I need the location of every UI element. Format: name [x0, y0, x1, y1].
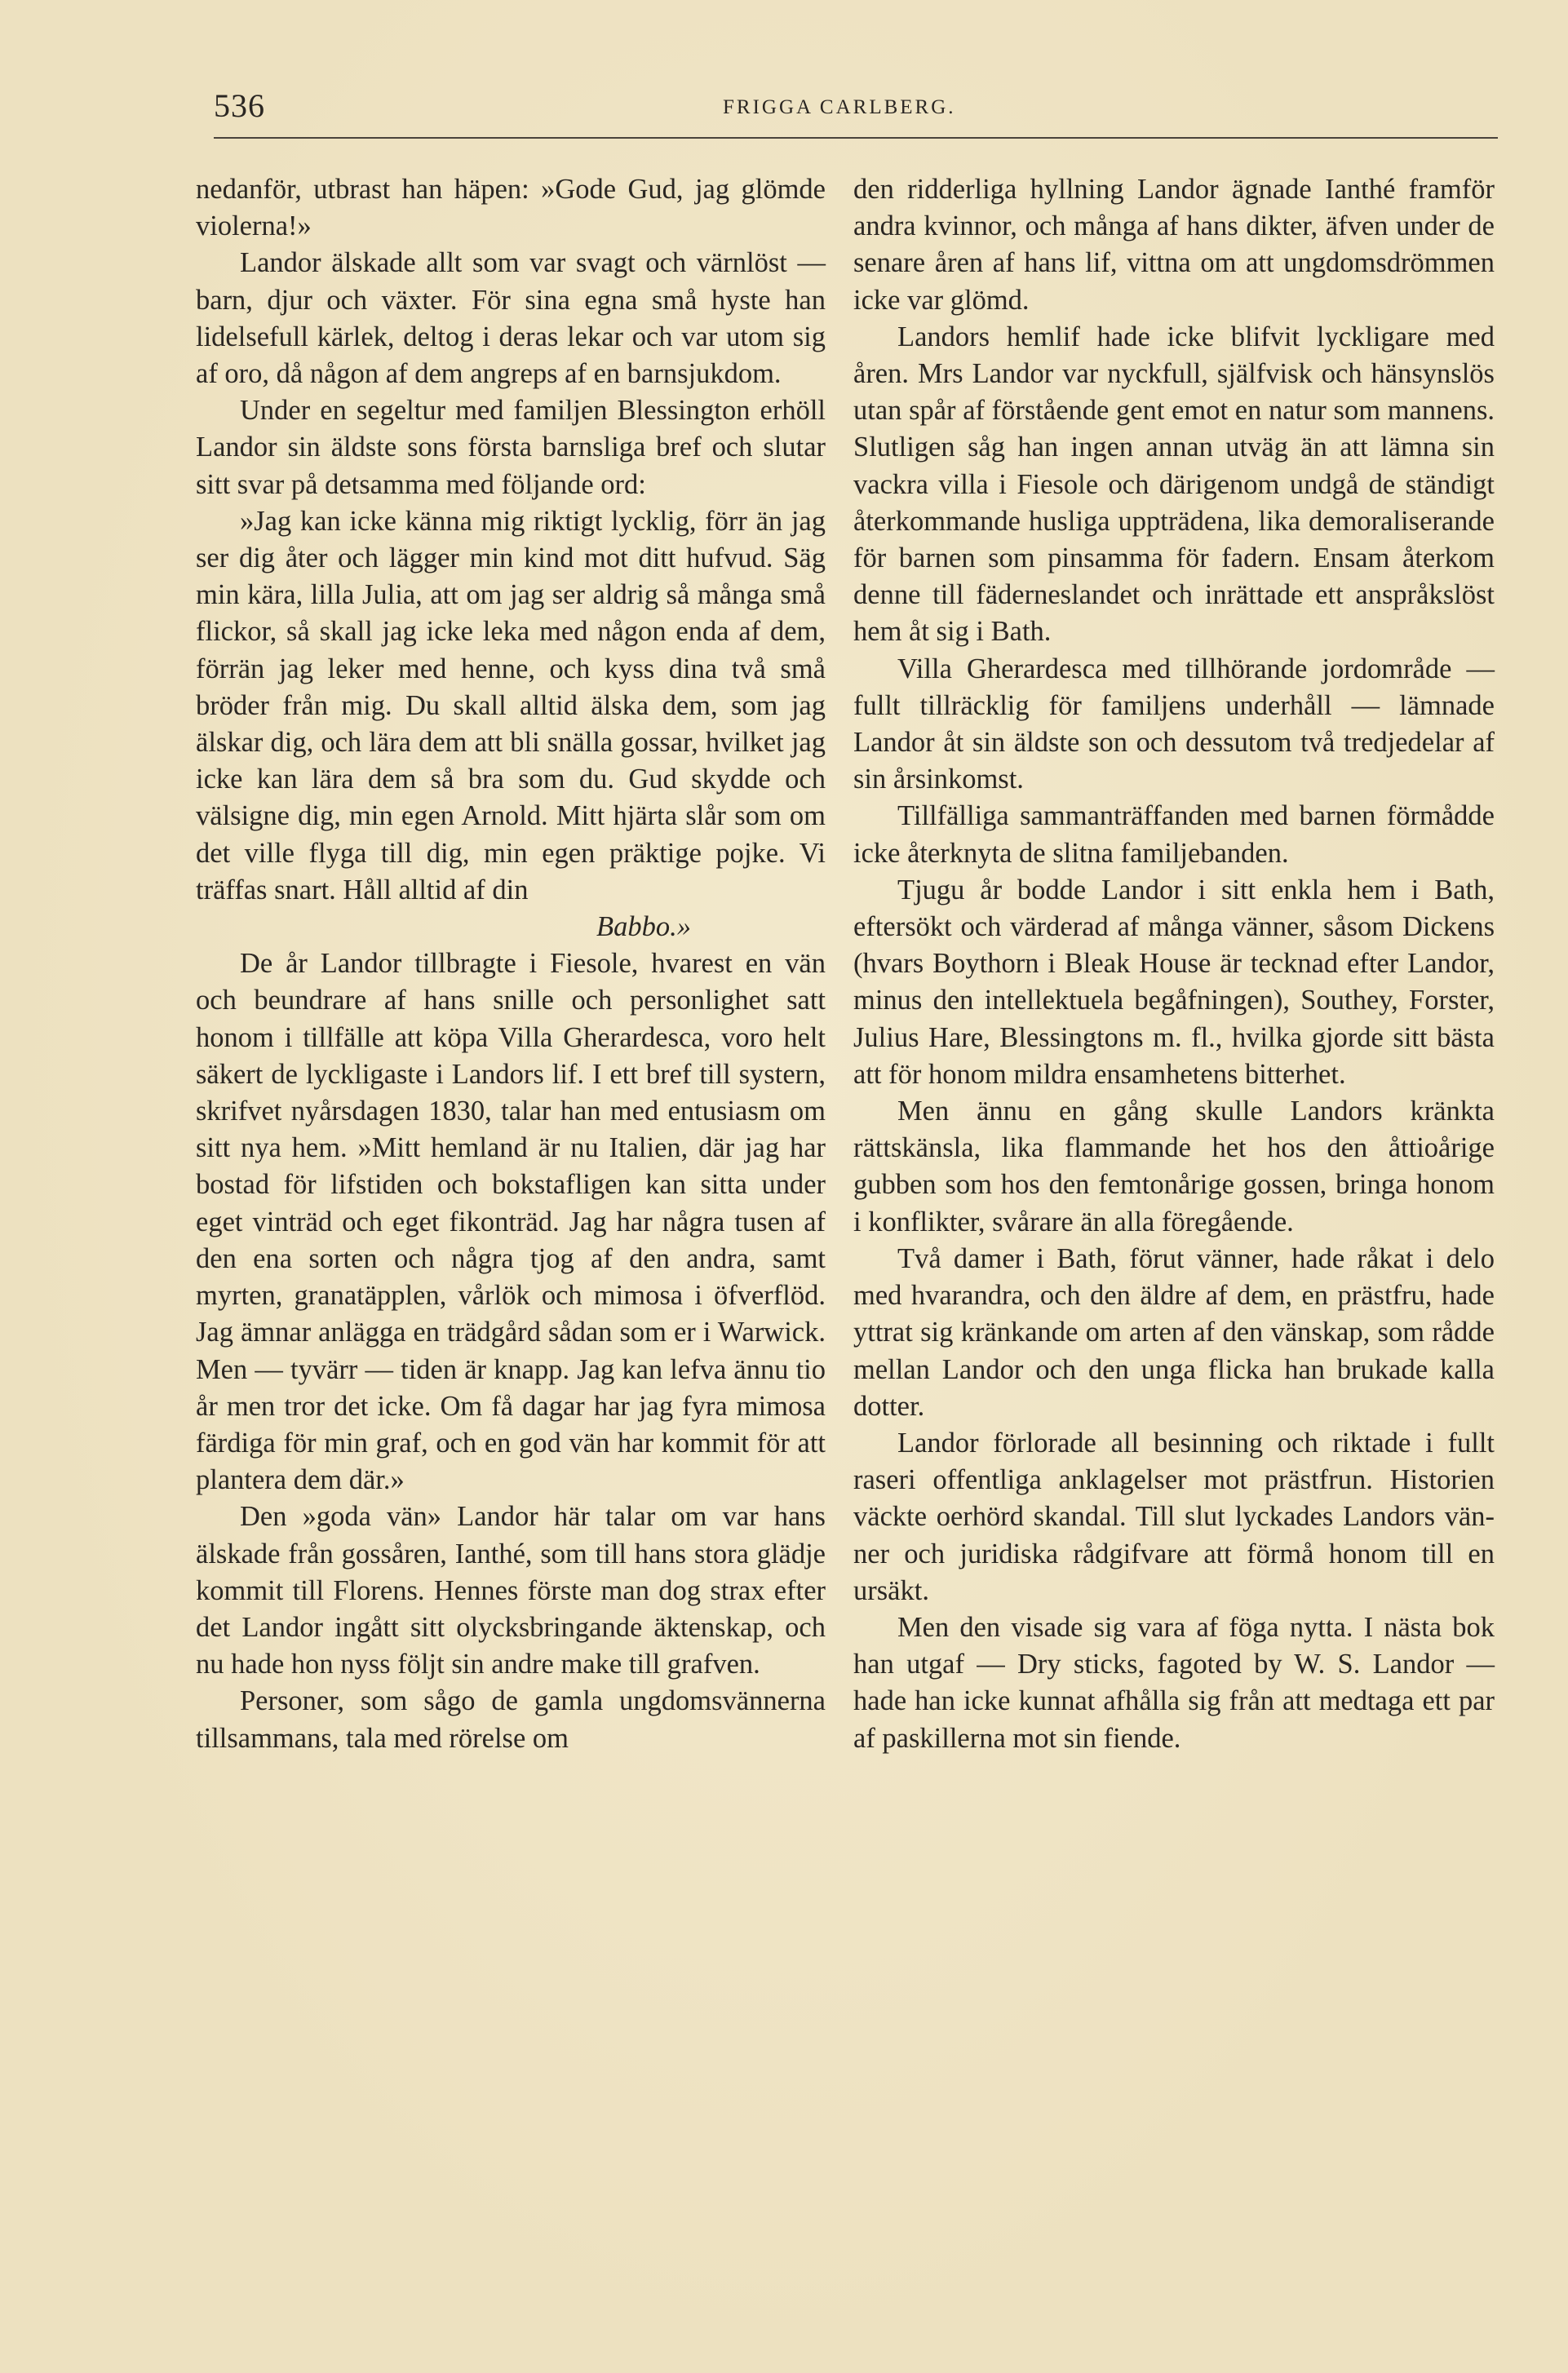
paragraph: Två damer i Bath, förut vänner, hade råkat i delo med hvarandra, och den äldre af dem, en prästfru, hade yttrat sig kränkande om arten af den vänskap, som rådde mellan Landor och den unga flicka han brukade kalla dotter.	[853, 1242, 1495, 1422]
paragraph: Personer, som sågo de gamla ungdomsvännerna tillsammans, tala med rörelse om	[196, 1685, 826, 1754]
header-rule	[214, 137, 1498, 139]
running-head: FRIGGA CARLBERG.	[723, 96, 956, 118]
paragraph: Tjugu år bodde Landor i sitt enkla hem i Bath, eftersökt och värderad af många vänner, såsom Dickens (hvars Boythorn i Bleak House är tecknad efter Landor, minus den intellektuela begåfningen), Southey, Forster, Julius Hare, Blessingtons m. fl., hvilka gjorde sitt bästa att för honom mildra ensamhetens bitterhet.	[853, 874, 1495, 1090]
paragraph: nedanför, utbrast han häpen: »Gode Gud, jag glömde violerna!»	[196, 174, 826, 242]
paragraph: Men ännu en gång skulle Landors kränkta rättskänsla, lika flammande het hos den åttioårige gubben som hos den femtonårige gossen, bringa honom i konflikter, svårare än alla föregående.	[853, 1096, 1495, 1237]
letter-signature: Babbo.»	[596, 911, 691, 943]
paragraph: De år Landor tillbragte i Fiesole, hvarest en vän och beundrare af hans snille och personlighet satt honom i tillfälle att köpa Villa Gherardesca, voro helt säkert de lyckligaste i Landors lif. I ett bref till systern, skrifvet nyårsdagen 1830, talar han med entusiasm om sitt nya hem. »Mitt hemland är nu Italien, där jag har bostad för lifstiden och bokstafligen kan sitta under eget vinträd och eget fikonträd. Jag har några tusen af den ena sorten och några tjog af den andra, samt myrten, granatäpplen, vårlök och mimosa i öfverflöd. Jag ämnar anlägga en trädgård sådan som er i Warwick. Men — tyvärr — tiden är knapp. Jag kan lefva ännu tio år men tror det icke. Om få dagar har jag fyra mimosa färdiga för min graf, och en god vän har kommit för att plantera dem där.»	[196, 948, 826, 1496]
paragraph: Men den visade sig vara af föga nytta. I nästa bok han utgaf — Dry sticks, fagoted by W. S. Landor — hade han icke kunnat afhålla sig från att medtaga ett par af paskillerna mot sin fiende.	[853, 1611, 1495, 1754]
left-column	[196, 171, 826, 1757]
paragraph: den ridderliga hyllning Landor ägnade Ianthé framför andra kvinnor, och många af hans dikter, äfven under de senare åren af hans lif, vittna om att ungdomsdrömmen icke var glömd.	[853, 174, 1495, 316]
page-header	[0, 82, 1568, 131]
paragraph: Under en segeltur med familjen Blessington erhöll Landor sin äldste sons första barnsliga bref och slutar sitt svar på detsamma med följande ord:	[196, 395, 826, 500]
page-number: 536	[214, 87, 265, 124]
paragraph: Landor förlorade all besinning och riktade i fullt raseri offentliga anklagelser mot prästfrun. Historien väckte oerhörd skandal. Till slut lyckades Landors vänner och juridiska rådgifvare att förmå honom till en ursäkt.	[853, 1427, 1495, 1606]
right-column	[853, 171, 1495, 1757]
paragraph: Villa Gherardesca med tillhörande jordområde — fullt tillräcklig för familjens underhåll — lämnade Landor åt sin äldste son och dessutom två tredjedelar af sin årsinkomst.	[853, 653, 1495, 795]
paragraph: Tillfälliga sammanträffanden med barnen förmådde icke återknyta de slitna familjebanden.	[853, 800, 1495, 869]
paragraph: Den »goda vän» Landor här talar om var hans älskade från gossåren, Ianthé, som till hans stora glädje kommit till Florens. Hennes förste man dog strax efter det Landor ingått sitt olycksbringande äktenskap, och nu hade hon nyss följt sin andre make till grafven.	[196, 1501, 826, 1680]
paragraph: »Jag kan icke känna mig riktigt lycklig, förr än jag ser dig åter och lägger min kind mot ditt hufvud. Säg min kära, lilla Julia, att om jag ser aldrig så många små flickor, så skall jag icke leka med någon enda af dem, förrän jag leker med henne, och kyss dina två små bröder från mig. Du skall alltid älska dem, som jag älskar dig, och lära dem att bli snälla gossar, hvilket jag icke kan lära dem så bra som du. Gud skydde och välsigne dig, min egen Arnold. Mitt hjärta slår som om det ville flyga till dig, min egen präktige pojke. Vi träffas snart. Håll alltid af din	[196, 505, 826, 905]
paragraph: Landors hemlif hade icke blifvit lyckligare med åren. Mrs Landor var nyckfull, själfvisk och hänsynslös utan spår af förstående gent emot en natur som mannens. Slutligen såg han ingen annan utväg än att lämna sin vackra villa i Fiesole och därigenom undgå de ständigt återkommande husliga uppträdena, lika demoraliserande för barnen som pinsamma för fadern. Ensam återkom denne till fäderneslandet och inrättade ett anspråkslöst hem åt sig i Bath.	[853, 321, 1495, 648]
paragraph: Landor älskade allt som var svagt och värnlöst — barn, djur och växter. För sina egna små hyste han lidelsefull kärlek, deltog i deras lekar och var utom sig af oro, då någon af dem angreps af en barnsjukdom.	[196, 247, 826, 390]
